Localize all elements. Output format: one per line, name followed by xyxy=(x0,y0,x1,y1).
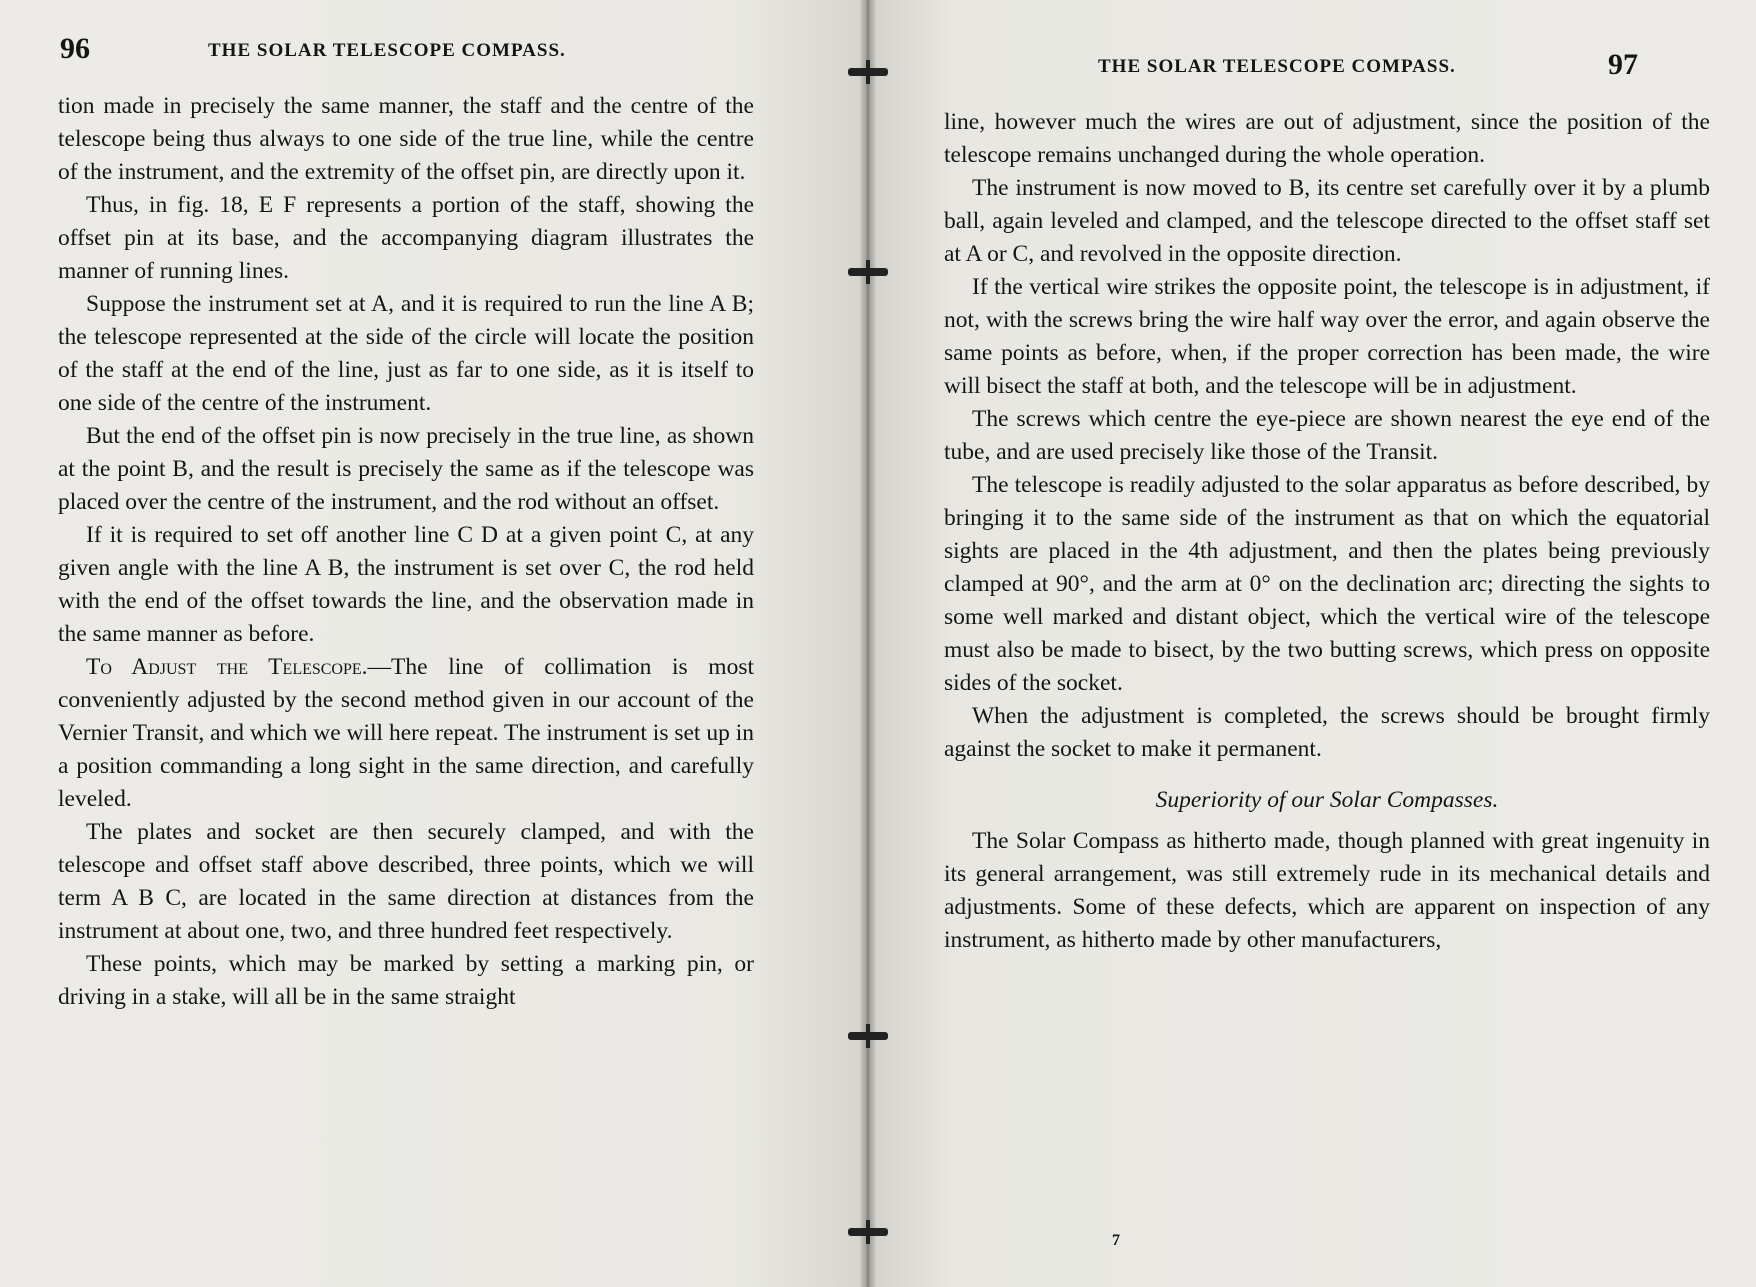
page-number: 96 xyxy=(60,32,90,65)
paragraph: The Solar Compass as hitherto made, though planned with great ingenuity in its general arrangement, was still extremely rude in its mechanical details and adjustments. Some of these defects, which are apparent on inspection of any instrument, as hitherto made by other manufacturers, xyxy=(944,828,1710,953)
paragraph: line, however much the wires are out of adjustment, since the position of the telescope remains unchanged during the whole operation. xyxy=(944,109,1710,168)
running-head: THE SOLAR TELESCOPE COMPASS. xyxy=(208,40,566,61)
paragraph: Suppose the instrument set at A, and it is required to run the line A B; the telescope represented at the side of the circle will locate the position of the staff at the end of the line, just as far to one side, as it is itself to one side of the centre of the instrument. xyxy=(58,291,754,416)
paragraph: The instrument is now moved to B, its centre set carefully over it by a plumb ball, again leveled and clamped, and the telescope directed to the offset staff set at A or C, and revolved in the opposite direction. xyxy=(944,175,1710,267)
section-title: Superiority of our Solar Compasses. xyxy=(1155,787,1499,813)
binding-stitch xyxy=(848,1032,888,1040)
running-head: THE SOLAR TELESCOPE COMPASS. xyxy=(1098,56,1456,77)
paragraph: The plates and socket are then securely clamped, and with the telescope and offset staff above described, three points, which we will term A B C, are located in the same direction at distances from the instrument at about one, two, and three hundred feet respectively. xyxy=(58,819,754,944)
left-page xyxy=(0,0,868,1287)
paragraph: If it is required to set off another line C D at a given point C, at any given angle with the line A B, the instrument is set over C, the rod held with the end of the offset towards the line, and the observation made in the same manner as before. xyxy=(58,522,754,647)
page-number: 97 xyxy=(1608,48,1638,81)
paragraph-text: The line of collimation is most conveniently adjusted by the second method given in our account of the Vernier Transit, and which we will here repeat. The instrument is set up in a position commanding a long sight in the same direction, and carefully leveled. xyxy=(58,654,755,812)
paragraph: The screws which centre the eye-piece are shown nearest the eye end of the tube, and are used precisely like those of the Transit. xyxy=(944,406,1710,465)
paragraph: Thus, in fig. 18, E F represents a portion of the staff, showing the offset pin at its base, and the accompanying diagram illustrates the manner of running lines. xyxy=(58,192,754,284)
right-page xyxy=(868,0,1756,1287)
paragraph: When the adjustment is completed, the screws should be brought firmly against the socket to make it permanent. xyxy=(944,703,1710,762)
signature-mark: 7 xyxy=(1112,1232,1120,1249)
paragraph: These points, which may be marked by setting a marking pin, or driving in a stake, will all be in the same straight xyxy=(58,951,754,1010)
paragraph xyxy=(58,651,754,816)
right-page-body xyxy=(944,106,1710,957)
section-heading: To Adjust the Telescope.— xyxy=(86,654,392,680)
paragraph: tion made in precisely the same manner, the staff and the centre of the telescope being thus always to one side of the true line, while the centre of the instrument, and the extremity of the offset pin, are directly upon it. xyxy=(58,93,754,185)
binding-stitch xyxy=(848,268,888,276)
left-page-body xyxy=(58,90,754,1014)
book-gutter xyxy=(860,0,876,1287)
binding-stitch xyxy=(848,1228,888,1236)
paragraph: The telescope is readily adjusted to the solar apparatus as before described, by bringing it to the same side of the instrument as that on which the equatorial sights are placed in the 4th adjustment, and then the plates being previously clamped at 90°, and the arm at 0° on the declination arc; directing the sights to some well marked and distant object, which the vertical wire of the telescope must also be made to bisect, by the two butting screws, which press on opposite sides of the socket. xyxy=(944,472,1710,696)
paragraph: If the vertical wire strikes the opposite point, the telescope is in adjustment, if not, with the screws bring the wire half way over the error, and again observe the same points as before, when, if the proper correction has been made, the wire will bisect the staff at both, and the telescope will be in adjustment. xyxy=(944,274,1710,399)
paragraph: But the end of the offset pin is now precisely in the true line, as shown at the point B, and the result is precisely the same as if the telescope was placed over the centre of the instrument, and the rod without an offset. xyxy=(58,423,754,515)
binding-stitch xyxy=(848,68,888,76)
